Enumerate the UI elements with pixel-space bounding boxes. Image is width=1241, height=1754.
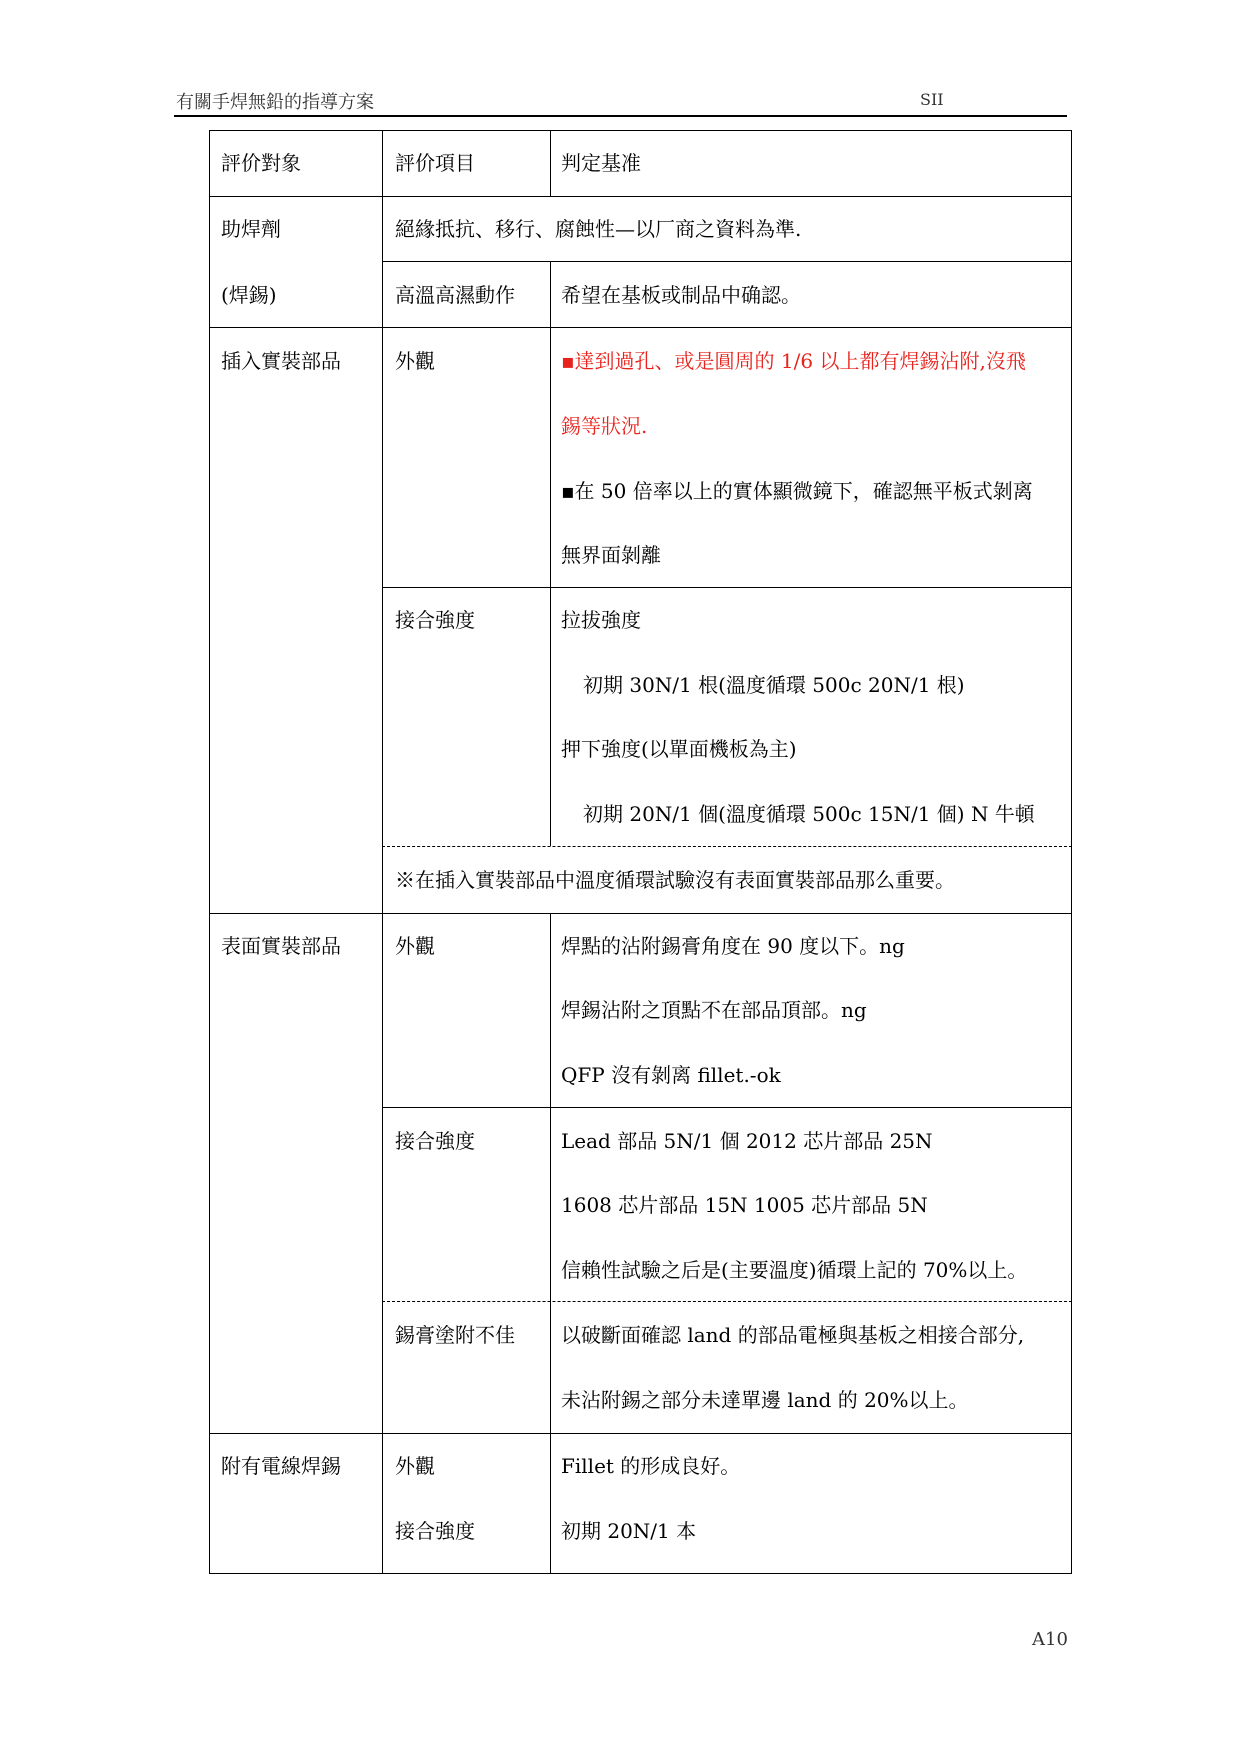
insert-strength-line3: 押下強度(以單面機板為主): [561, 737, 797, 761]
surface-paste-item: 錫膏塗附不佳: [395, 1323, 515, 1347]
table-border-top: [209, 130, 1072, 131]
table-border-bottom: [209, 1573, 1072, 1574]
document-code: SII: [920, 90, 944, 109]
flux-object: 助焊劑: [221, 217, 281, 241]
wire-line2: 初期 20N/1 本: [561, 1519, 697, 1543]
row-divider: [209, 1433, 1072, 1434]
header-item: 評价項目: [395, 151, 475, 175]
surface-strength-item: 接合強度: [395, 1129, 475, 1153]
row-divider: [209, 196, 1072, 197]
flux-object-sub: (焊錫): [221, 283, 277, 307]
row-divider: [382, 587, 1072, 588]
column-divider-2: [550, 130, 551, 196]
dashed-divider: [382, 846, 1072, 847]
table-border-right: [1071, 130, 1072, 1573]
row-divider: [209, 913, 1072, 914]
header-object: 評价對象: [221, 151, 301, 175]
column-divider-2: [550, 261, 551, 846]
table-border-left: [209, 130, 210, 1573]
insert-appearance-line4: 無界面剝離: [561, 543, 661, 567]
dashed-divider: [382, 1301, 1072, 1302]
page-number: A10: [1032, 1629, 1068, 1650]
surface-strength-line3: 信賴性試驗之后是(主要溫度)循環上記的 70%以上。: [561, 1258, 1028, 1282]
surface-appearance-item: 外觀: [395, 934, 435, 958]
wire-object: 附有電線焊錫: [221, 1454, 341, 1478]
surface-strength-line1: Lead 部品 5N/1 個 2012 芯片部品 25N: [561, 1129, 933, 1153]
surface-paste-line2: 未沾附錫之部分未達單邊 land 的 20%以上。: [561, 1388, 969, 1412]
insert-appearance-line3: ▪在 50 倍率以上的實体顯微鏡下，確認無平板式剝离: [561, 479, 1033, 503]
document-title: 有關手焊無鉛的指導方案: [176, 92, 374, 113]
insert-appearance-line1: ▪達到過孔、或是圓周的 1/6 以上都有焊錫沾附,沒飛: [561, 349, 1026, 373]
surface-strength-line2: 1608 芯片部品 15N 1005 芯片部品 5N: [561, 1193, 928, 1217]
surface-appearance-line2: 焊錫沾附之頂點不在部品頂部。ng: [561, 998, 867, 1022]
row-divider: [209, 327, 1072, 328]
insert-appearance-item: 外觀: [395, 349, 435, 373]
surface-object: 表面實裝部品: [221, 934, 341, 958]
insert-appearance-line2: 錫等狀況.: [561, 414, 648, 438]
row-divider: [382, 1107, 1072, 1108]
surface-paste-line1: 以破斷面確認 land 的部品電極與基板之相接合部分,: [561, 1323, 1025, 1347]
insert-strength-line4: 初期 20N/1 個(溫度循環 500c 15N/1 個) N 牛頓: [583, 802, 1035, 826]
wire-line1: Fillet 的形成良好。: [561, 1454, 741, 1478]
column-divider-1: [382, 130, 383, 1573]
surface-appearance-line3: QFP 沒有剝离 fillet.-ok: [561, 1063, 781, 1087]
wire-item-appearance: 外觀: [395, 1454, 435, 1478]
column-divider-2: [550, 913, 551, 1573]
surface-appearance-line1: 焊點的沾附錫膏角度在 90 度以下。ng: [561, 934, 905, 958]
row-divider: [382, 261, 1072, 262]
insert-strength-line2: 初期 30N/1 根(溫度循環 500c 20N/1 根): [583, 673, 965, 697]
flux-merged-note: 絕緣抵抗、移行、腐蝕性—以厂商之資料為準.: [395, 217, 802, 241]
insert-strength-line1: 拉拔強度: [561, 608, 641, 632]
header-criterion: 判定基准: [561, 151, 641, 175]
insert-strength-item: 接合強度: [395, 608, 475, 632]
wire-item-strength: 接合強度: [395, 1519, 475, 1543]
insert-note: ※在插入實裝部品中溫度循環試驗沒有表面實裝部品那么重要。: [395, 868, 955, 892]
flux-item: 高溫高濕動作: [395, 283, 515, 307]
insert-object: 插入實裝部品: [221, 349, 341, 373]
flux-criterion: 希望在基板或制品中确認。: [561, 283, 801, 307]
